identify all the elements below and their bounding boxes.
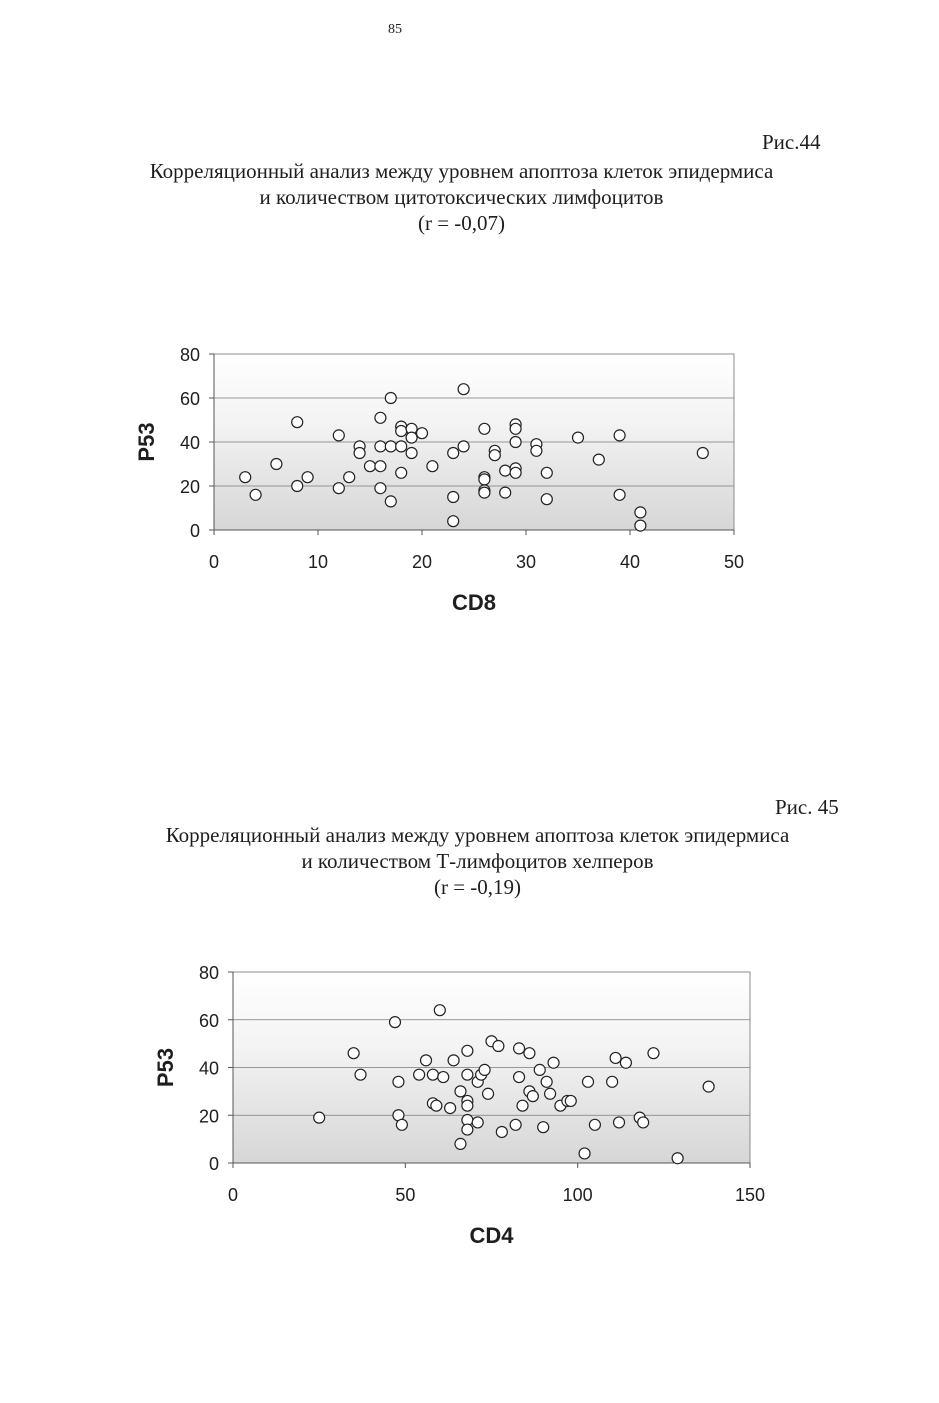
data-point bbox=[385, 441, 396, 452]
data-point bbox=[510, 423, 521, 434]
figure-45-caption-line-1: Корреляционный анализ между уровнем апоптоза клеток эпидермиса bbox=[165, 823, 790, 847]
data-point bbox=[427, 461, 438, 472]
data-point bbox=[445, 1103, 456, 1114]
data-point bbox=[462, 1100, 473, 1111]
data-point bbox=[375, 412, 386, 423]
data-point bbox=[406, 448, 417, 459]
x-tick-label: 30 bbox=[515, 552, 537, 572]
data-point bbox=[396, 426, 407, 437]
x-tick-label: 150 bbox=[734, 1185, 766, 1205]
y-tick-label: 20 bbox=[179, 477, 200, 497]
data-point bbox=[531, 445, 542, 456]
data-point bbox=[240, 472, 251, 483]
data-point bbox=[614, 489, 625, 500]
data-point bbox=[354, 448, 365, 459]
y-tick-label: 20 bbox=[198, 1106, 219, 1127]
y-axis-title: P53 bbox=[153, 1047, 178, 1088]
x-tick-label: 0 bbox=[208, 552, 220, 572]
y-tick-label: 0 bbox=[208, 1154, 219, 1174]
data-point bbox=[417, 428, 428, 439]
data-point bbox=[455, 1086, 466, 1097]
x-tick-label: 10 bbox=[307, 552, 329, 572]
data-point bbox=[472, 1117, 483, 1128]
x-tick-label: 50 bbox=[723, 552, 745, 572]
data-point bbox=[493, 1041, 504, 1052]
x-axis-title: CD4 bbox=[469, 1223, 514, 1248]
data-point bbox=[292, 417, 303, 428]
data-point bbox=[514, 1043, 525, 1054]
data-point bbox=[302, 472, 313, 483]
data-point bbox=[541, 467, 552, 478]
data-point bbox=[479, 474, 490, 485]
data-point bbox=[375, 461, 386, 472]
data-point bbox=[538, 1122, 549, 1133]
data-point bbox=[614, 1117, 625, 1128]
data-point bbox=[635, 520, 646, 531]
x-tick-label: 20 bbox=[411, 552, 433, 572]
data-point bbox=[348, 1048, 359, 1059]
data-point bbox=[333, 430, 344, 441]
data-point bbox=[462, 1124, 473, 1135]
data-point bbox=[421, 1055, 432, 1066]
data-point bbox=[496, 1126, 507, 1137]
data-point bbox=[583, 1076, 594, 1087]
y-tick-label: 80 bbox=[179, 345, 200, 365]
data-point bbox=[458, 384, 469, 395]
data-point bbox=[489, 450, 500, 461]
data-point bbox=[344, 472, 355, 483]
y-tick-label: 40 bbox=[179, 433, 200, 453]
data-point bbox=[365, 461, 376, 472]
y-tick-label: 40 bbox=[198, 1058, 219, 1079]
data-point bbox=[593, 454, 604, 465]
cd8-p53-scatter-chart bbox=[0, 330, 939, 630]
data-point bbox=[483, 1088, 494, 1099]
x-tick-label: 40 bbox=[619, 552, 641, 572]
data-point bbox=[479, 487, 490, 498]
data-point bbox=[438, 1072, 449, 1083]
data-point bbox=[648, 1048, 659, 1059]
y-tick-label: 60 bbox=[198, 1010, 219, 1031]
data-point bbox=[500, 487, 511, 498]
data-point bbox=[541, 494, 552, 505]
data-point bbox=[635, 507, 646, 518]
data-point bbox=[514, 1072, 525, 1083]
data-point bbox=[527, 1091, 538, 1102]
y-tick-label: 60 bbox=[179, 389, 200, 409]
data-point bbox=[314, 1112, 325, 1123]
data-point bbox=[541, 1076, 552, 1087]
figure-44-caption-line-3: (r = -0,07) bbox=[417, 211, 506, 235]
data-point bbox=[462, 1045, 473, 1056]
data-point bbox=[607, 1076, 618, 1087]
data-point bbox=[389, 1017, 400, 1028]
figure-44-caption-line-1: Корреляционный анализ между уровнем апоптоза клеток эпидермиса bbox=[149, 159, 774, 183]
data-point bbox=[638, 1117, 649, 1128]
figure-44-label: Рис.44 bbox=[762, 130, 821, 154]
data-point bbox=[479, 1064, 490, 1075]
data-point bbox=[565, 1095, 576, 1106]
data-point bbox=[589, 1119, 600, 1130]
data-point bbox=[510, 437, 521, 448]
data-point bbox=[271, 459, 282, 470]
data-point bbox=[448, 492, 459, 503]
data-point bbox=[396, 1119, 407, 1130]
x-tick-label: 0 bbox=[227, 1185, 239, 1205]
data-point bbox=[385, 496, 396, 507]
y-tick-label: 0 bbox=[189, 521, 200, 541]
data-point bbox=[375, 483, 386, 494]
data-point bbox=[620, 1057, 631, 1068]
data-point bbox=[292, 481, 303, 492]
figure-45-caption-line-3: (r = -0,19) bbox=[433, 875, 522, 899]
data-point bbox=[510, 467, 521, 478]
data-point bbox=[396, 441, 407, 452]
data-point bbox=[534, 1064, 545, 1075]
data-point bbox=[375, 441, 386, 452]
data-point bbox=[524, 1048, 535, 1059]
data-point bbox=[458, 441, 469, 452]
x-tick-label: 50 bbox=[395, 1185, 416, 1205]
data-point bbox=[406, 432, 417, 443]
data-point bbox=[448, 448, 459, 459]
page-number: 85 bbox=[388, 22, 402, 37]
data-point bbox=[500, 465, 511, 476]
data-point bbox=[385, 393, 396, 404]
data-point bbox=[573, 432, 584, 443]
data-point bbox=[614, 430, 625, 441]
data-point bbox=[333, 483, 344, 494]
data-point bbox=[250, 489, 261, 500]
data-point bbox=[393, 1076, 404, 1087]
data-point bbox=[579, 1148, 590, 1159]
x-axis-title: CD8 bbox=[451, 590, 497, 615]
y-tick-label: 80 bbox=[198, 963, 219, 983]
figure-45-caption-line-2: и количеством Т-лимфоцитов хелперов bbox=[301, 849, 654, 873]
data-point bbox=[414, 1069, 425, 1080]
data-point bbox=[448, 516, 459, 527]
data-point bbox=[448, 1055, 459, 1066]
y-axis-title: P53 bbox=[134, 422, 159, 462]
data-point bbox=[479, 423, 490, 434]
data-point bbox=[431, 1100, 442, 1111]
data-point bbox=[672, 1153, 683, 1164]
data-point bbox=[455, 1138, 466, 1149]
data-point bbox=[462, 1069, 473, 1080]
x-tick-label: 100 bbox=[562, 1185, 593, 1205]
data-point bbox=[703, 1081, 714, 1092]
data-point bbox=[610, 1052, 621, 1063]
data-point bbox=[545, 1088, 556, 1099]
data-point bbox=[355, 1069, 366, 1080]
figure-44-caption-line-2: и количеством цитотоксических лимфоцитов bbox=[259, 185, 664, 209]
data-point bbox=[510, 1119, 521, 1130]
data-point bbox=[427, 1069, 438, 1080]
cd4-p53-scatter-chart bbox=[0, 950, 939, 1250]
data-point bbox=[434, 1005, 445, 1016]
data-point bbox=[548, 1057, 559, 1068]
data-point bbox=[396, 467, 407, 478]
data-point bbox=[517, 1100, 528, 1111]
figure-45-caption bbox=[8, 822, 939, 900]
figure-45-label: Рис. 45 bbox=[775, 795, 839, 819]
figure-44-caption bbox=[0, 158, 931, 236]
data-point bbox=[697, 448, 708, 459]
